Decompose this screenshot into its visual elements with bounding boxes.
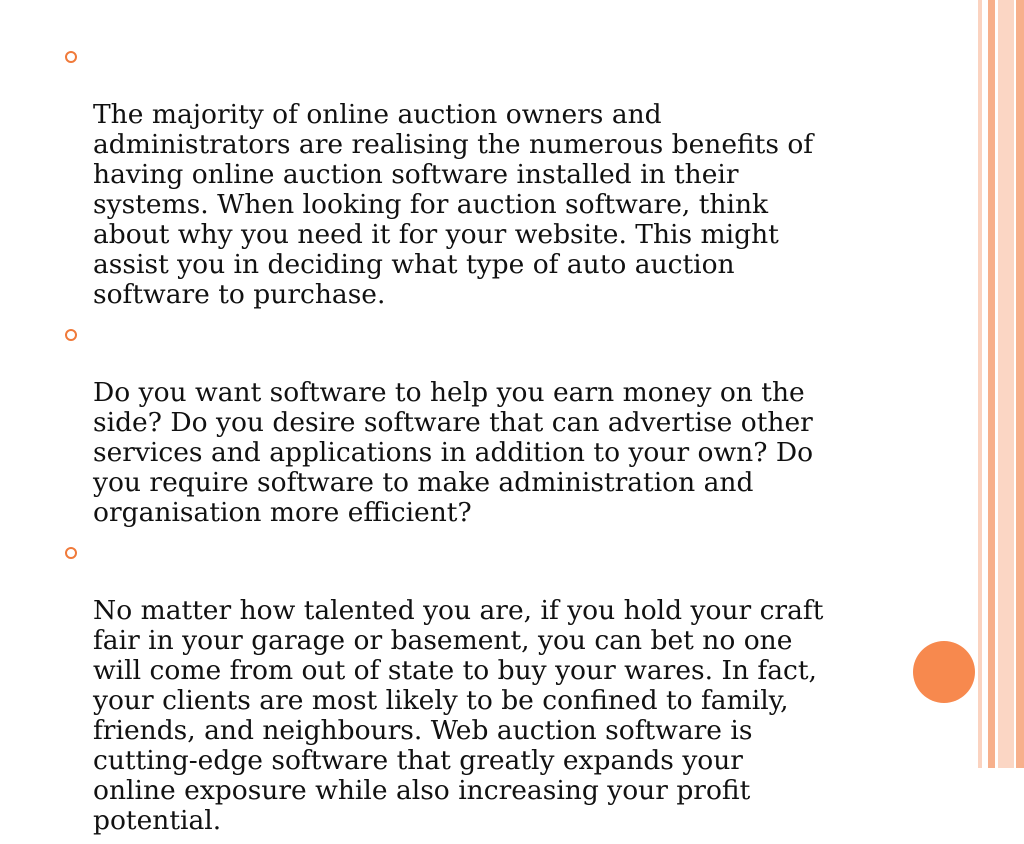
ring-bullet-icon	[65, 51, 77, 63]
bullet-item	[60, 318, 890, 528]
bullet-text: The majority of online auction owners and administrators are realising the numerous benefits of having online auction software installed in their systems. When looking for auction software, think about why you need it for your website. This might assist you in deciding what type of auto auction software to purchase.	[93, 99, 814, 310]
decorative-circle	[913, 641, 975, 703]
bullet-item	[60, 536, 890, 836]
bullet-text: Do you want software to help you earn money on the side? Do you desire software that can advertise other services and applications in addition to your own? Do you require software to make administration and organisation more efficient?	[93, 377, 814, 528]
bullet-text: No matter how talented you are, if you hold your craft fair in your garage or basement, you can bet no one will come from out of state to buy your wares. In fact, your clients are most likely to be confined to family, friends, and neighbours. Web auction software is cutting-edge software that greatly expands your online exposure while also increasing your profit potential.	[93, 595, 824, 836]
decorative-stripe	[988, 0, 995, 768]
decorative-stripe	[998, 0, 1014, 768]
decorative-stripe	[1016, 0, 1024, 768]
ring-bullet-icon	[65, 547, 77, 559]
bullet-item	[60, 40, 890, 310]
ring-bullet-icon	[65, 329, 77, 341]
bullet-list	[60, 40, 890, 844]
